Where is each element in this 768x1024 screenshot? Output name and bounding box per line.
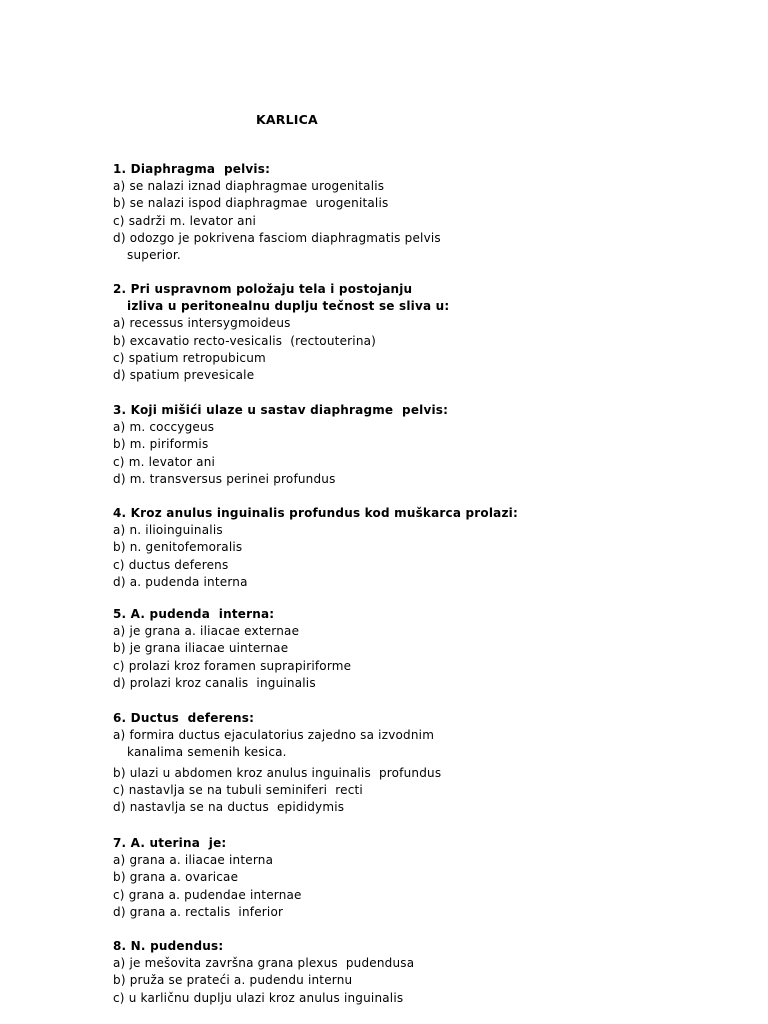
answer-d: d) m. transversus perinei profundus bbox=[113, 471, 336, 486]
answer-a: a) grana a. iliacae interna bbox=[113, 853, 274, 868]
answer-b: b) grana a. ovaricae bbox=[113, 870, 239, 885]
answer-a: a) je mešovita završna grana plexus pudendusa bbox=[113, 956, 415, 971]
answer-b: b) excavatio recto-vesicalis (rectouterina) bbox=[113, 333, 377, 348]
answer-d: d) spatium prevesicale bbox=[113, 368, 255, 383]
question-heading: 8. N. pudendus: bbox=[113, 939, 224, 953]
question-heading-continued: izliva u peritonealnu duplju tečnost se sliva u: bbox=[127, 299, 450, 314]
answer-a: a) se nalazi iznad diaphragmae urogenitalis bbox=[113, 179, 385, 194]
question-heading: 4. Kroz anulus inguinalis profundus kod muškarca prolazi: bbox=[113, 506, 518, 520]
question-7 bbox=[113, 835, 713, 921]
answer-b: b) je grana iliacae uinternae bbox=[113, 641, 289, 656]
question-8 bbox=[113, 938, 713, 1007]
answer-c: c) sadrži m. levator ani bbox=[113, 213, 257, 228]
question-heading: 3. Koji mišići ulaze u sastav diaphragme pelvis: bbox=[113, 403, 449, 417]
answer-b: b) ulazi u abdomen kroz anulus inguinalis profundus bbox=[113, 765, 442, 780]
answer-d: d) odozgo je pokrivena fasciom diaphragmatis pelvis bbox=[113, 230, 441, 245]
answer-b: b) m. piriformis bbox=[113, 437, 209, 452]
answer-d: d) nastavlja se na ductus epididymis bbox=[113, 800, 345, 815]
answer-c: c) nastavlja se na tubuli seminiferi recti bbox=[113, 782, 363, 797]
question-2 bbox=[113, 281, 713, 384]
answer-a: a) n. ilioinguinalis bbox=[113, 523, 223, 538]
question-heading: 6. Ductus deferens: bbox=[113, 711, 255, 725]
answer-c: c) prolazi kroz foramen suprapiriforme bbox=[113, 658, 352, 673]
question-heading: 5. A. pudenda interna: bbox=[113, 607, 275, 621]
question-heading: 1. Diaphragma pelvis: bbox=[113, 162, 271, 176]
answer-c: c) ductus deferens bbox=[113, 557, 229, 572]
question-6 bbox=[113, 710, 713, 816]
question-5 bbox=[113, 606, 713, 692]
question-4 bbox=[113, 505, 713, 591]
answer-a: a) formira ductus ejaculatorius zajedno sa izvodnim bbox=[113, 728, 435, 743]
answer-a: a) je grana a. iliacae externae bbox=[113, 624, 300, 639]
answer-c: c) grana a. pudendae internae bbox=[113, 887, 302, 902]
answer-b: b) se nalazi ispod diaphragmae urogenitalis bbox=[113, 196, 389, 211]
answer-d: d) grana a. rectalis inferior bbox=[113, 904, 284, 919]
answer-b: b) pruža se prateći a. pudendu internu bbox=[113, 973, 353, 988]
answer-a-continued: kanalima semenih kesica. bbox=[127, 745, 287, 760]
question-1 bbox=[113, 161, 713, 264]
answer-d-continued: superior. bbox=[127, 248, 181, 263]
document-title: KARLICA bbox=[256, 112, 318, 127]
question-heading: 2. Pri uspravnom položaju tela i postojanju bbox=[113, 282, 413, 296]
answer-c: c) u karličnu duplju ulazi kroz anulus inguinalis bbox=[113, 990, 404, 1005]
answer-a: a) recessus intersygmoideus bbox=[113, 316, 291, 331]
answer-a: a) m. coccygeus bbox=[113, 420, 215, 435]
answer-d: d) a. pudenda interna bbox=[113, 574, 248, 589]
answer-c: c) spatium retropubicum bbox=[113, 350, 266, 365]
answer-b: b) n. genitofemoralis bbox=[113, 540, 243, 555]
answer-d: d) prolazi kroz canalis inguinalis bbox=[113, 675, 316, 690]
answer-c: c) m. levator ani bbox=[113, 454, 216, 469]
question-3 bbox=[113, 402, 713, 488]
question-heading: 7. A. uterina je: bbox=[113, 836, 227, 850]
